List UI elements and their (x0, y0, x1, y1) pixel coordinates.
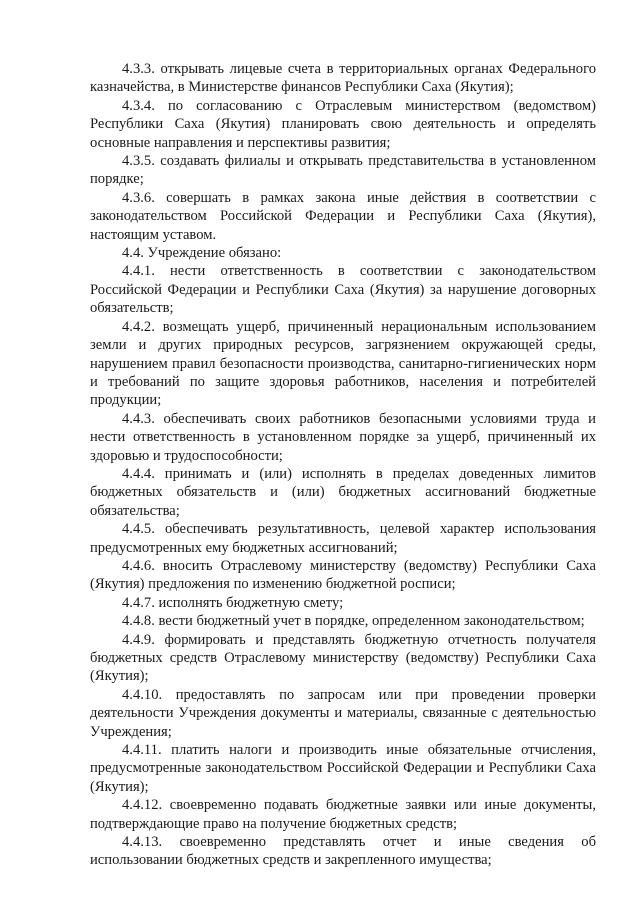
paragraph-4-3-3: 4.3.3. открывать лицевые счета в территориальных органах Федерального казначейства, в Министерстве финансов Республики Саха (Якутия); (90, 61, 596, 96)
paragraph-4-4-4: 4.4.4. принимать и (или) исполнять в пределах доведенных лимитов бюджетных обязательств и (или) бюджетных ассигнований бюджетные обязательства; (90, 465, 596, 519)
paragraph-4-4-1: 4.4.1. нести ответственность в соответствии с законодательством Российской Федерации и Республики Саха (Якутия) за нарушение договорных обязательств; (90, 263, 596, 317)
document-page (90, 60, 596, 870)
section-heading-4-4: 4.4. Учреждение обязано: (122, 245, 282, 262)
paragraph-4-4-6: 4.4.6. вносить Отраслевому министерству (ведомству) Республики Саха (Якутия) предложения по изменению бюджетной росписи; (90, 557, 596, 593)
paragraph-4-4-2: 4.4.2. возмещать ущерб, причиненный нерациональным использованием земли и других природных ресурсов, загрязнением окружающей среды, нарушением правил безопасности производства, санитарно-гигиенических норм и требований по защите здоровья работников, населения и потребителей продукции; (90, 318, 596, 409)
paragraph-4-4-10: 4.4.10. предоставлять по запросам или при проведении проверки деятельности Учреждения документы и материалы, связанные с деятельностью Учреждения; (90, 686, 596, 740)
paragraph-4-4-7: 4.4.7. исполнять бюджетную смету; (122, 594, 344, 611)
paragraph-4-3-5: 4.3.5. создавать филиалы и открывать представительства в установленном порядке; (90, 153, 596, 188)
paragraph-4-4-3: 4.4.3. обеспечивать своих работников безопасными условиями труда и нести ответственность в установленном порядке за ущерб, причиненный их здоровью и трудоспособности; (90, 410, 596, 464)
paragraph-4-4-9: 4.4.9. формировать и представлять бюджетную отчетность получателя бюджетных средств Отраслевому министерству (ведомству) Республики Саха (Якутия); (90, 631, 596, 685)
paragraph-4-4-13: 4.4.13. своевременно представлять отчет и иные сведения об использовании бюджетных средств и закрепленного имущества; (90, 834, 596, 869)
paragraph-4-4-8: 4.4.8. вести бюджетный учет в порядке, определенном законодательством; (122, 613, 585, 630)
paragraph-4-3-6: 4.3.6. совершать в рамках закона иные действия в соответствии с законодательством Российской Федерации и Республики Саха (Якутия), настоящим уставом. (90, 189, 596, 243)
paragraph-4-4-12: 4.4.12. своевременно подавать бюджетные заявки или иные документы, подтверждающие право на получение бюджетных средств; (90, 797, 596, 832)
paragraph-4-4-11: 4.4.11. платить налоги и производить иные обязательные отчисления, предусмотренные законодательством Российской Федерации и Республики Саха (Якутия); (90, 742, 596, 795)
paragraph-4-4-5: 4.4.5. обеспечивать результативность, целевой характер использования предусмотренных ему бюджетных ассигнований; (90, 521, 596, 556)
paragraph-4-3-4: 4.3.4. по согласованию с Отраслевым министерством (ведомством) Республики Саха (Якутия) планировать свою деятельность и определять основные направления и перспективы развития; (90, 97, 596, 151)
